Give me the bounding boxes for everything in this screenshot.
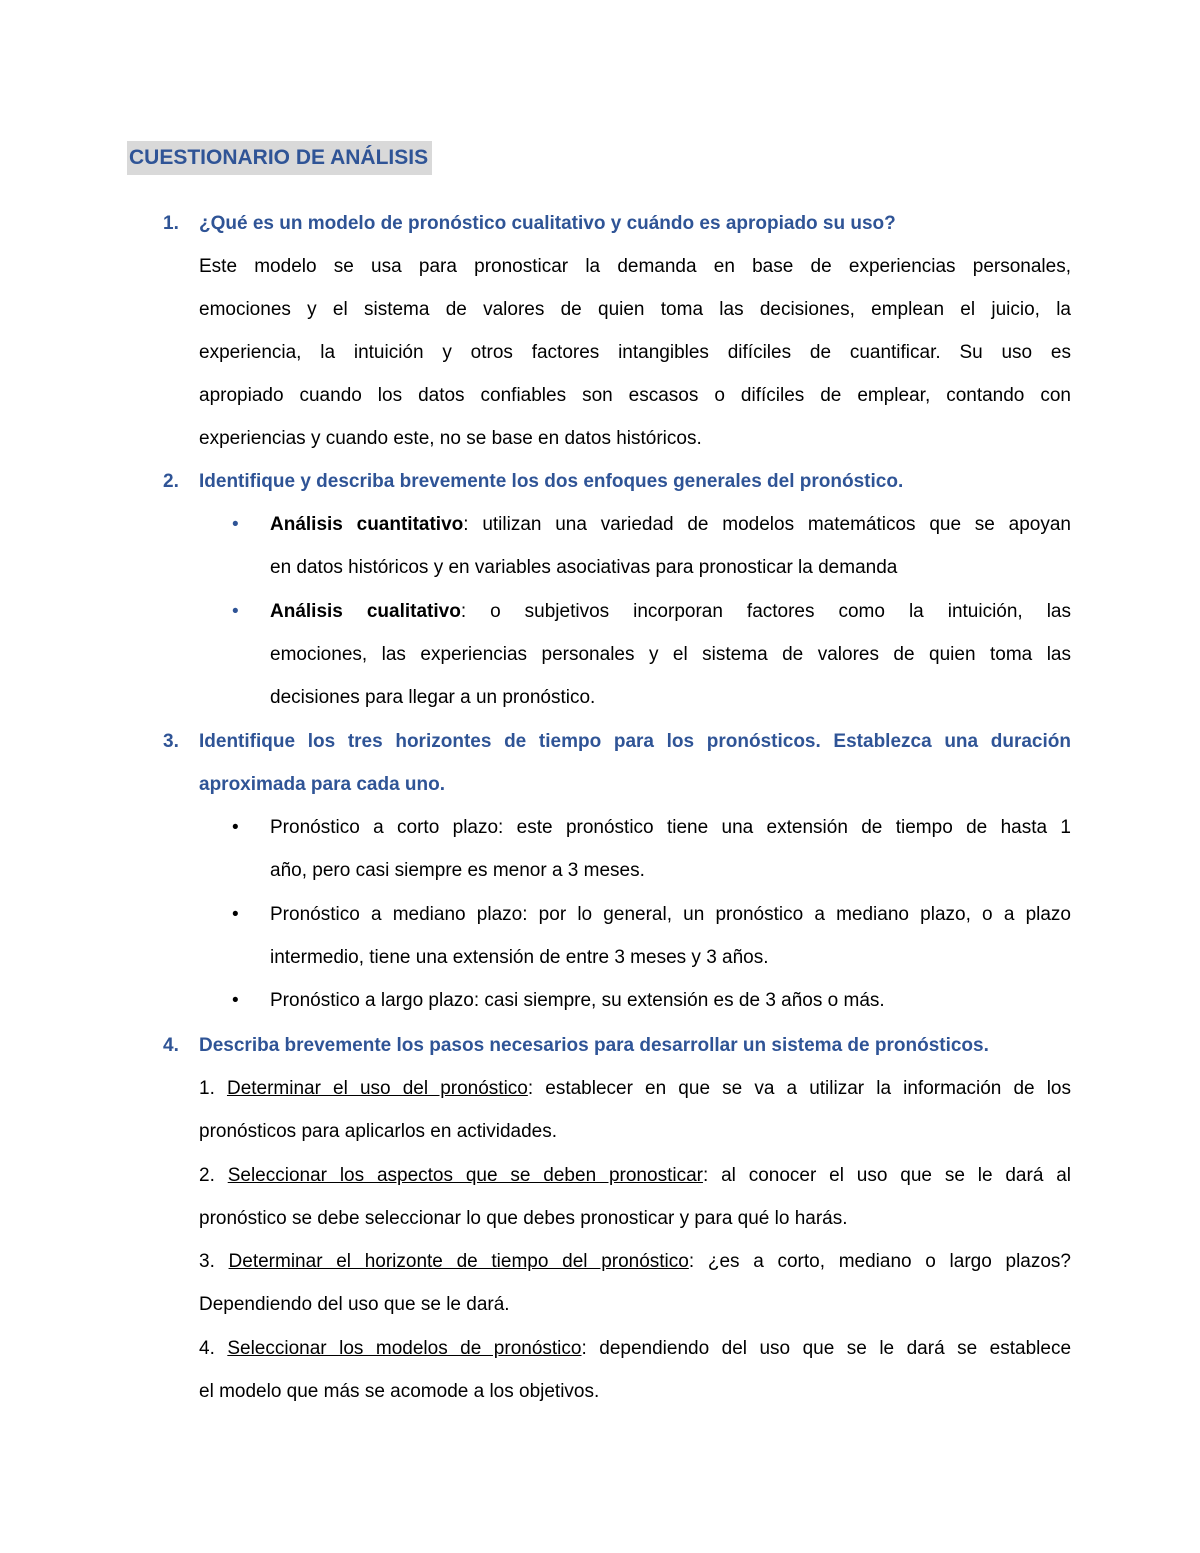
approach-qualitative-line-3: decisiones para llegar a un pronóstico.	[270, 687, 596, 708]
step-2: 2. Seleccionar los aspectos que se deben pronosticar: al conocer el uso que se le dará al	[199, 1165, 1072, 1186]
step-1-line-2: pronósticos para aplicarlos en actividades.	[199, 1121, 558, 1142]
approach-qualitative-line-2: emociones, las experiencias personales y el sistema de valores de quien toma las	[270, 644, 1071, 665]
question-1-number: 1.	[163, 213, 179, 234]
bullet-icon: •	[232, 601, 239, 622]
question-2-number: 2.	[163, 471, 179, 492]
answer-1-line-4: apropiado cuando los datos confiables son escasos o difíciles de emplear, contando con	[199, 385, 1071, 406]
step-3: 3. Determinar el horizonte de tiempo del pronóstico: ¿es a corto, mediano o largo plazos?	[199, 1251, 1071, 1272]
page-title: CUESTIONARIO DE ANÁLISIS	[127, 141, 432, 175]
bullet-icon: •	[232, 904, 239, 925]
horizon-long-line-1: Pronóstico a largo plazo: casi siempre, su extensión es de 3 años o más.	[270, 990, 885, 1011]
horizon-short-line-1: Pronóstico a corto plazo: este pronóstico tiene una extensión de tiempo de hasta 1	[270, 817, 1071, 838]
approach-quantitative-line-2: en datos históricos y en variables asociativas para pronosticar la demanda	[270, 557, 898, 578]
answer-1-line-3: experiencia, la intuición y otros factores intangibles difíciles de cuantificar. Su uso es	[199, 342, 1071, 363]
step-term: Determinar el horizonte de tiempo del pronóstico	[228, 1251, 689, 1272]
question-3-line-1: Identifique los tres horizontes de tiempo para los pronósticos. Establezca una duración	[199, 731, 1071, 752]
step-3-line-2: Dependiendo del uso que se le dará.	[199, 1294, 510, 1315]
step-4: 4. Seleccionar los modelos de pronóstico: dependiendo del uso que se le dará se establece	[199, 1338, 1072, 1359]
question-4: Describa brevemente los pasos necesarios para desarrollar un sistema de pronósticos.	[199, 1035, 989, 1056]
answer-1-line-2: emociones y el sistema de valores de quien toma las decisiones, emplean el juicio, la	[199, 299, 1071, 320]
approach-qualitative: Análisis cualitativo: o subjetivos incorporan factores como la intuición, las	[270, 601, 1071, 622]
answer-1-line-1: Este modelo se usa para pronosticar la demanda en base de experiencias personales,	[199, 256, 1071, 277]
question-3-line-2: aproximada para cada uno.	[199, 774, 446, 795]
question-3-number: 3.	[163, 731, 179, 752]
horizon-medium-line-1: Pronóstico a mediano plazo: por lo general, un pronóstico a mediano plazo, o a plazo	[270, 904, 1071, 925]
step-4-line-2: el modelo que más se acomode a los objetivos.	[199, 1381, 600, 1402]
bullet-icon: •	[232, 990, 239, 1011]
approach-term: Análisis cualitativo	[270, 601, 461, 622]
question-4-number: 4.	[163, 1035, 179, 1056]
horizon-medium-line-2: intermedio, tiene una extensión de entre 3 meses y 3 años.	[270, 947, 769, 968]
step-2-line-2: pronóstico se debe seleccionar lo que debes pronosticar y para qué lo harás.	[199, 1208, 848, 1229]
question-1: ¿Qué es un modelo de pronóstico cualitativo y cuándo es apropiado su uso?	[199, 213, 896, 234]
approach-term: Análisis cuantitativo	[270, 514, 464, 535]
horizon-short-line-2: año, pero casi siempre es menor a 3 meses.	[270, 860, 645, 881]
step-term: Seleccionar los aspectos que se deben pronosticar	[227, 1165, 703, 1186]
step-term: Seleccionar los modelos de pronóstico	[227, 1338, 582, 1359]
step-1: 1. Determinar el uso del pronóstico: establecer en que se va a utilizar la información de los	[199, 1078, 1072, 1099]
step-term: Determinar el uso del pronóstico	[226, 1078, 528, 1099]
question-2: Identifique y describa brevemente los dos enfoques generales del pronóstico.	[199, 471, 904, 492]
bullet-icon: •	[232, 817, 239, 838]
answer-1-line-5: experiencias y cuando este, no se base en datos históricos.	[199, 428, 702, 449]
approach-quantitative: Análisis cuantitativo: utilizan una variedad de modelos matemáticos que se apoyan	[270, 514, 1071, 535]
bullet-icon: •	[232, 514, 239, 535]
